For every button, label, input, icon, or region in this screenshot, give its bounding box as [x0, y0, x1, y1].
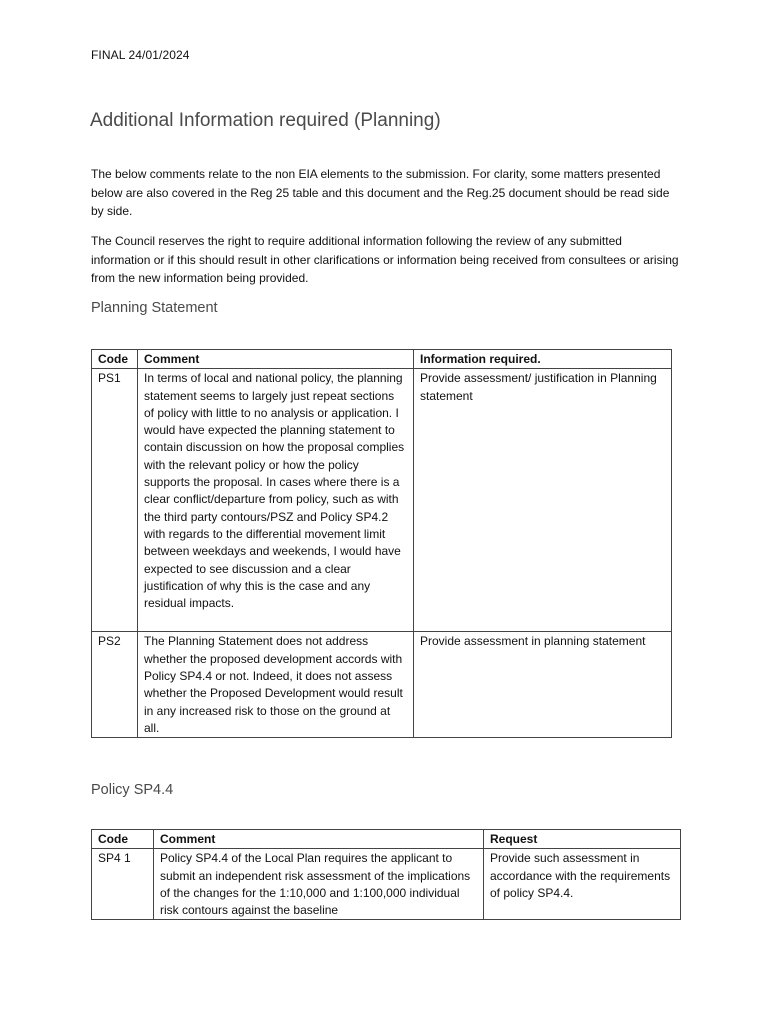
column-header-code: Code	[92, 830, 154, 849]
table-row	[92, 849, 681, 920]
document-status-header: FINAL 24/01/2024	[91, 48, 190, 62]
section-heading-planning-statement: Planning Statement	[91, 300, 218, 316]
column-header-comment: Comment	[154, 830, 484, 849]
row-comment: Policy SP4.4 of the Local Plan requires the applicant to submit an independent risk assessment of the implications of the changes for the 1:10,000 and 1:100,000 individual risk contours against the baseline	[154, 849, 484, 920]
row-request: Provide such assessment in accordance with the requirements of policy SP4.4.	[484, 849, 681, 920]
table-row	[92, 369, 672, 632]
column-header-code: Code	[92, 350, 138, 369]
row-code: PS1	[92, 369, 138, 632]
column-header-request: Request	[484, 830, 681, 849]
row-comment: In terms of local and national policy, the planning statement seems to largely just repeat sections of policy with little to no analysis or application. I would have expected the planning statement to contain discussion on how the proposal complies with the relevant policy or how the policy supports the proposal. In cases where there is a clear conflict/departure from policy, such as with the third party contours/PSZ and Policy SP4.2 with regards to the differential movement limit between weekdays and weekends, I would have expected to see discussion and a clear justification of why this is the case and any residual impacts.	[138, 369, 414, 632]
table-header-row	[92, 350, 672, 369]
column-header-comment: Comment	[138, 350, 414, 369]
intro-paragraph-1: The below comments relate to the non EIA elements to the submission. For clarity, some matters presented below are also covered in the Reg 25 table and this document and the Reg.25 document should be read side by side.	[91, 167, 670, 218]
row-comment: The Planning Statement does not address whether the proposed development accords with Policy SP4.4 or not. Indeed, it does not assess whether the Proposed Development would result in any increased risk to those on the ground at all.	[138, 632, 414, 738]
table-header-row	[92, 830, 681, 849]
intro-paragraph-2: The Council reserves the right to require additional information following the review of any submitted information or if this should result in other clarifications or information being received from consultees or arising from the new information being provided.	[91, 234, 679, 285]
row-information-required: Provide assessment in planning statement	[414, 632, 672, 738]
table-row	[92, 632, 672, 738]
section-heading-policy-sp44: Policy SP4.4	[91, 782, 174, 798]
planning-statement-table	[91, 349, 672, 738]
policy-sp44-table	[91, 829, 681, 920]
column-header-information-required: Information required.	[414, 350, 672, 369]
row-code: SP4 1	[92, 849, 154, 920]
page-title: Additional Information required (Planning)	[90, 110, 441, 131]
row-code: PS2	[92, 632, 138, 738]
row-information-required: Provide assessment/ justification in Planning statement	[414, 369, 672, 632]
